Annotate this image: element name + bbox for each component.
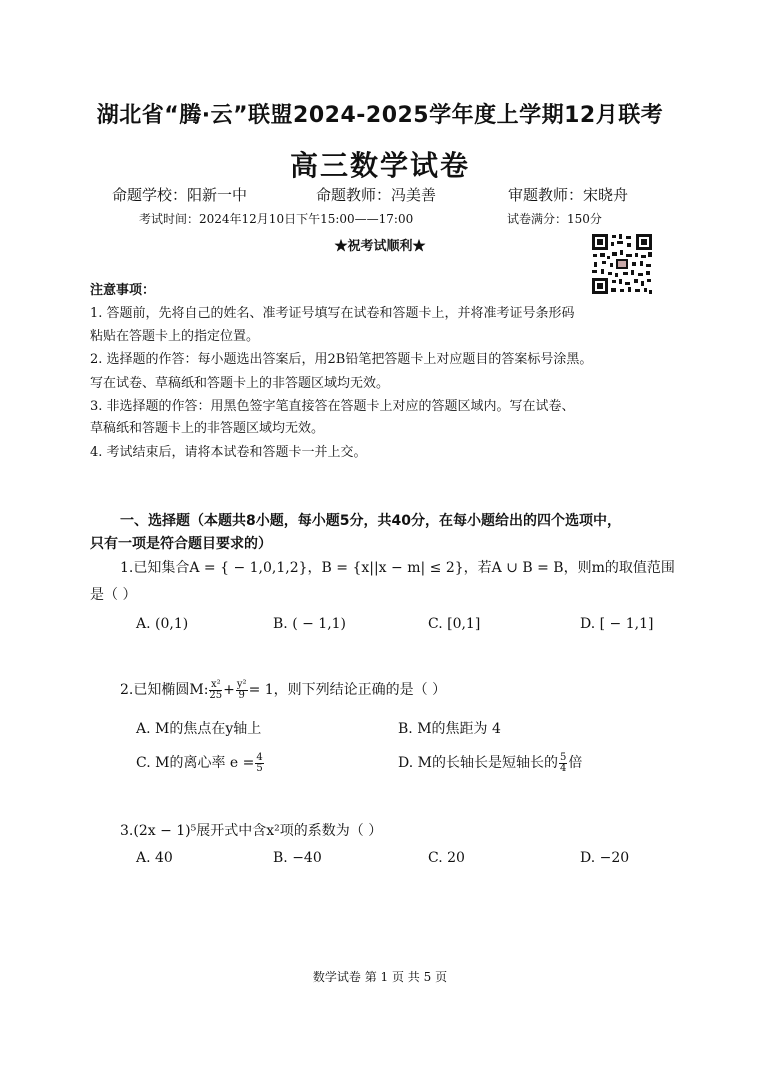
- plus-sign: +: [223, 682, 235, 698]
- qr-code-icon: [590, 232, 654, 296]
- exam-title-line2: 高三数学试卷: [289, 149, 470, 182]
- exam-title-line1: 湖北省“腾·云”联盟2024-2025学年度上学期12月联考: [96, 103, 664, 128]
- question-1-stem-cont: 是（ ）: [90, 587, 137, 603]
- section-heading: 一、选择题（本题共8小题，每小题5分，共40分，在每小题给出的四个选项中，: [120, 513, 621, 529]
- reviewing-teacher: 审题教师：宋晓舟: [508, 186, 629, 204]
- question-1-option-b: B. ( − 1,1): [273, 616, 347, 632]
- question-2-option-a: A. M的焦点在y轴上: [136, 721, 262, 737]
- note-line: 写在试卷、草稿纸和答题卡上的非答题区域均无效。: [90, 376, 390, 391]
- question-2-option-c: C. M的离心率 e = $\frac{4}{5}$: [136, 751, 263, 774]
- note-line: 2. 选择题的作答：每小题选出答案后，用2B铅笔把答题卡上对应题目的答案标号涂黑。: [90, 352, 593, 367]
- full-score: 试卷满分：150分: [507, 212, 602, 226]
- question-3-option-c: C. 20: [428, 850, 465, 866]
- question-3-stem: 3.(2x − 1)⁵展开式中含x²项的系数为（ ）: [120, 823, 383, 839]
- proposing-school: 命题学校：阳新一中: [112, 186, 248, 204]
- note-line: 3. 非选择题的作答：用黑色签字笔直接答在答题卡上对应的答题区域内。写在试卷、: [90, 399, 575, 414]
- fraction: $\frac{4}{5}$: [256, 751, 263, 774]
- question-1-option-c: C. [0,1]: [428, 616, 481, 632]
- page-footer: 数学试卷 第 1 页 共 5 页: [312, 970, 448, 984]
- note-line: 1. 答题前，先将自己的姓名、准考证号填写在试卷和答题卡上，并将准考证号条形码: [90, 306, 575, 321]
- fraction: $\frac{5}{4}$: [559, 751, 567, 774]
- note-line: 4. 考试结束后，请将本试卷和答题卡一并上交。: [90, 445, 367, 460]
- question-2-stem: [120, 679, 446, 701]
- exam-time: 考试时间：2024年12月10日下午15:00——17:00: [139, 212, 414, 226]
- question-1-option-a: A. (0,1): [136, 616, 189, 632]
- question-3-option-b: B. −40: [273, 850, 322, 866]
- note-line: 粘贴在答题卡上的指定位置。: [90, 329, 260, 344]
- section-heading-cont: 只有一项是符合题目要求的）: [90, 536, 272, 552]
- good-luck-wish: ★祝考试顺利★: [334, 239, 426, 254]
- question-2-stem-suffix: = 1，则下列结论正确的是（ ）: [248, 682, 447, 698]
- question-1-option-d: D. [ − 1,1]: [580, 616, 654, 632]
- question-2-option-d: D. M的长轴长是短轴长的 $\frac{5}{4}$ 倍: [398, 751, 583, 774]
- fraction: $\frac{\text{y²}}{9}$: [236, 678, 247, 701]
- question-1-stem: 1.已知集合A = { − 1,0,1,2}，B = {x||x − m| ≤ 2}，若A ∪ B = B，则m的取值范围: [120, 560, 675, 576]
- question-3-option-a: A. 40: [136, 850, 173, 866]
- proposing-teacher: 命题教师：冯美善: [316, 186, 437, 204]
- question-3-option-d: D. −20: [580, 850, 630, 866]
- note-line: 草稿纸和答题卡上的非答题区域均无效。: [90, 421, 325, 436]
- fraction: $\frac{\text{x²}}{25}$: [209, 678, 223, 701]
- question-2-stem-prefix: 2.已知椭圆M:: [120, 682, 209, 698]
- notes-title: 注意事项：: [90, 283, 156, 298]
- question-2-option-b: B. M的焦距为 4: [398, 721, 501, 737]
